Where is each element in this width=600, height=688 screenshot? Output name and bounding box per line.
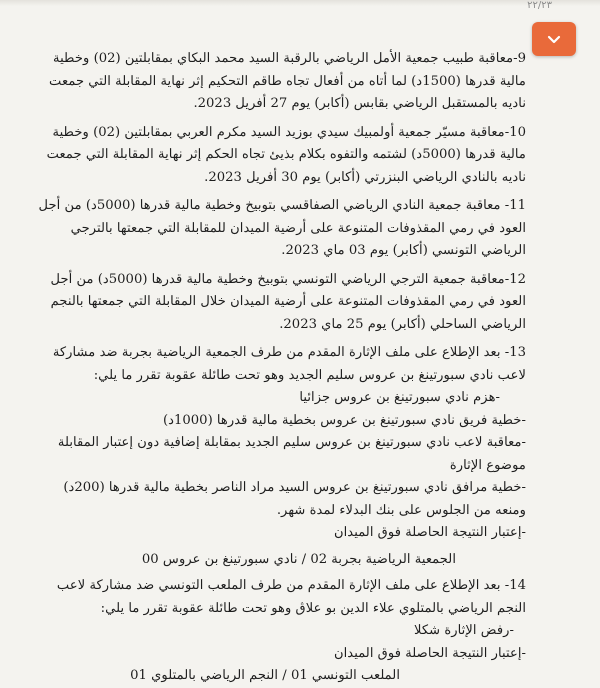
item-12: 12-معاقبة جمعية الترجي الرياضي التونسي بتوبيخ وخطية مالية قدرها (5000د) من أجل العود في رمي المقذوفات المتنوعة على أرضية الميدان خلال المقابلة التي جمعتها بالنجم الرياضي الساحلي (أكابر) يوم 25 ماي 2023. [50,271,526,332]
document-page [30,48,526,688]
item-13-score: الجمعية الرياضية بجربة 02 / نادي سبورتينغ بن عروس 00 [141,551,456,567]
item-14-score: الملعب التونسي 01 / النجم الرياضي بالمتلوي 01 [130,668,400,683]
scroll-down-button[interactable] [532,22,576,56]
item-13-b: -خطية فريق نادي سبورتينغ بن عروس بخطية مالية قدرها (1000د) [162,412,526,428]
chevron-down-icon [546,31,562,47]
item-13-d: -خطية مرافق نادي سبورتينغ بن عروس السيد مراد الناصر بخطية مالية قدرها (200د) ومنعه من الجلوس على بنك البدلاء لمدة شهر. [63,480,526,518]
item-13-c: -معاقبة لاعب نادي سبورتينغ بن عروس سليم الجديد بمقابلة إضافية دون إعتبار المقابلة موضوع الإثارة [57,435,526,473]
item-14-a: -رفض الإثارة شكلا [413,623,514,638]
item-14-b: -إعتبار النتيجة الحاصلة فوق الميدان [333,645,526,661]
item-14-intro: 14- بعد الإطلاع على ملف الإثارة المقدم من طرف الملعب التونسي ضد مشاركة لاعب النجم الرياضي بالمتلوي علاء الدين بو علاڨ وهو تحت طائلة عقوبة تقرر ما يلي: [56,578,526,616]
item-13-a: -هزم نادي سبورتينغ بن عروس جزائيا [299,390,500,405]
item-10: 10-معاقبة مسيّر جمعية أولمبيك سيدي بوزيد السيد مكرم العربي بمقابلتين (02) وخطية مالية قدرها (5000د) لشتمه والتفوه بكلام بذيئ تجاه الحكم إثر نهاية المقابلة التي جمعت ناديه بالنادي الرياضي البنزرتي (أكابر) يوم 30 أفريل 2023. [46,124,526,185]
scan-edge [0,0,600,6]
page-mark: ٢٢/٢٣ [527,0,552,11]
item-13-e: -إعتبار النتيجة الحاصلة فوق الميدان [333,525,526,540]
item-11: 11- معاقبة جمعية النادي الرياضي الصفاقسي بتوبيخ وخطية مالية قدرها (5000د) من أجل العود في رمي المقذوفات المتنوعة على أرضية الميدان للمقابلة التي جمعتها بالترجي الرياضي التونسي (أكابر) يوم 03 ماي 2023. [38,198,526,258]
item-9: 9-معاقبة طبيب جمعية الأمل الرياضي بالرقبة السيد محمد البكاي بمقابلتين (02) وخطية مالية قدرها (1500د) لما أتاه من أفعال تجاه طاقم التحكيم إثر نهاية المقابلة التي جمعت ناديه بالمستقبل الرياضي بقابس (أكابر) يوم 27 أفريل 2023. [49,51,526,111]
item-13-intro: 13- بعد الإطلاع على ملف الإثارة المقدم من طرف الجمعية الرياضية بجربة ضد مشاركة لاعب نادي سبورتينغ بن عروس سليم الجديد وهو تحت طائلة عقوبة تقرر ما يلي: [52,345,526,383]
